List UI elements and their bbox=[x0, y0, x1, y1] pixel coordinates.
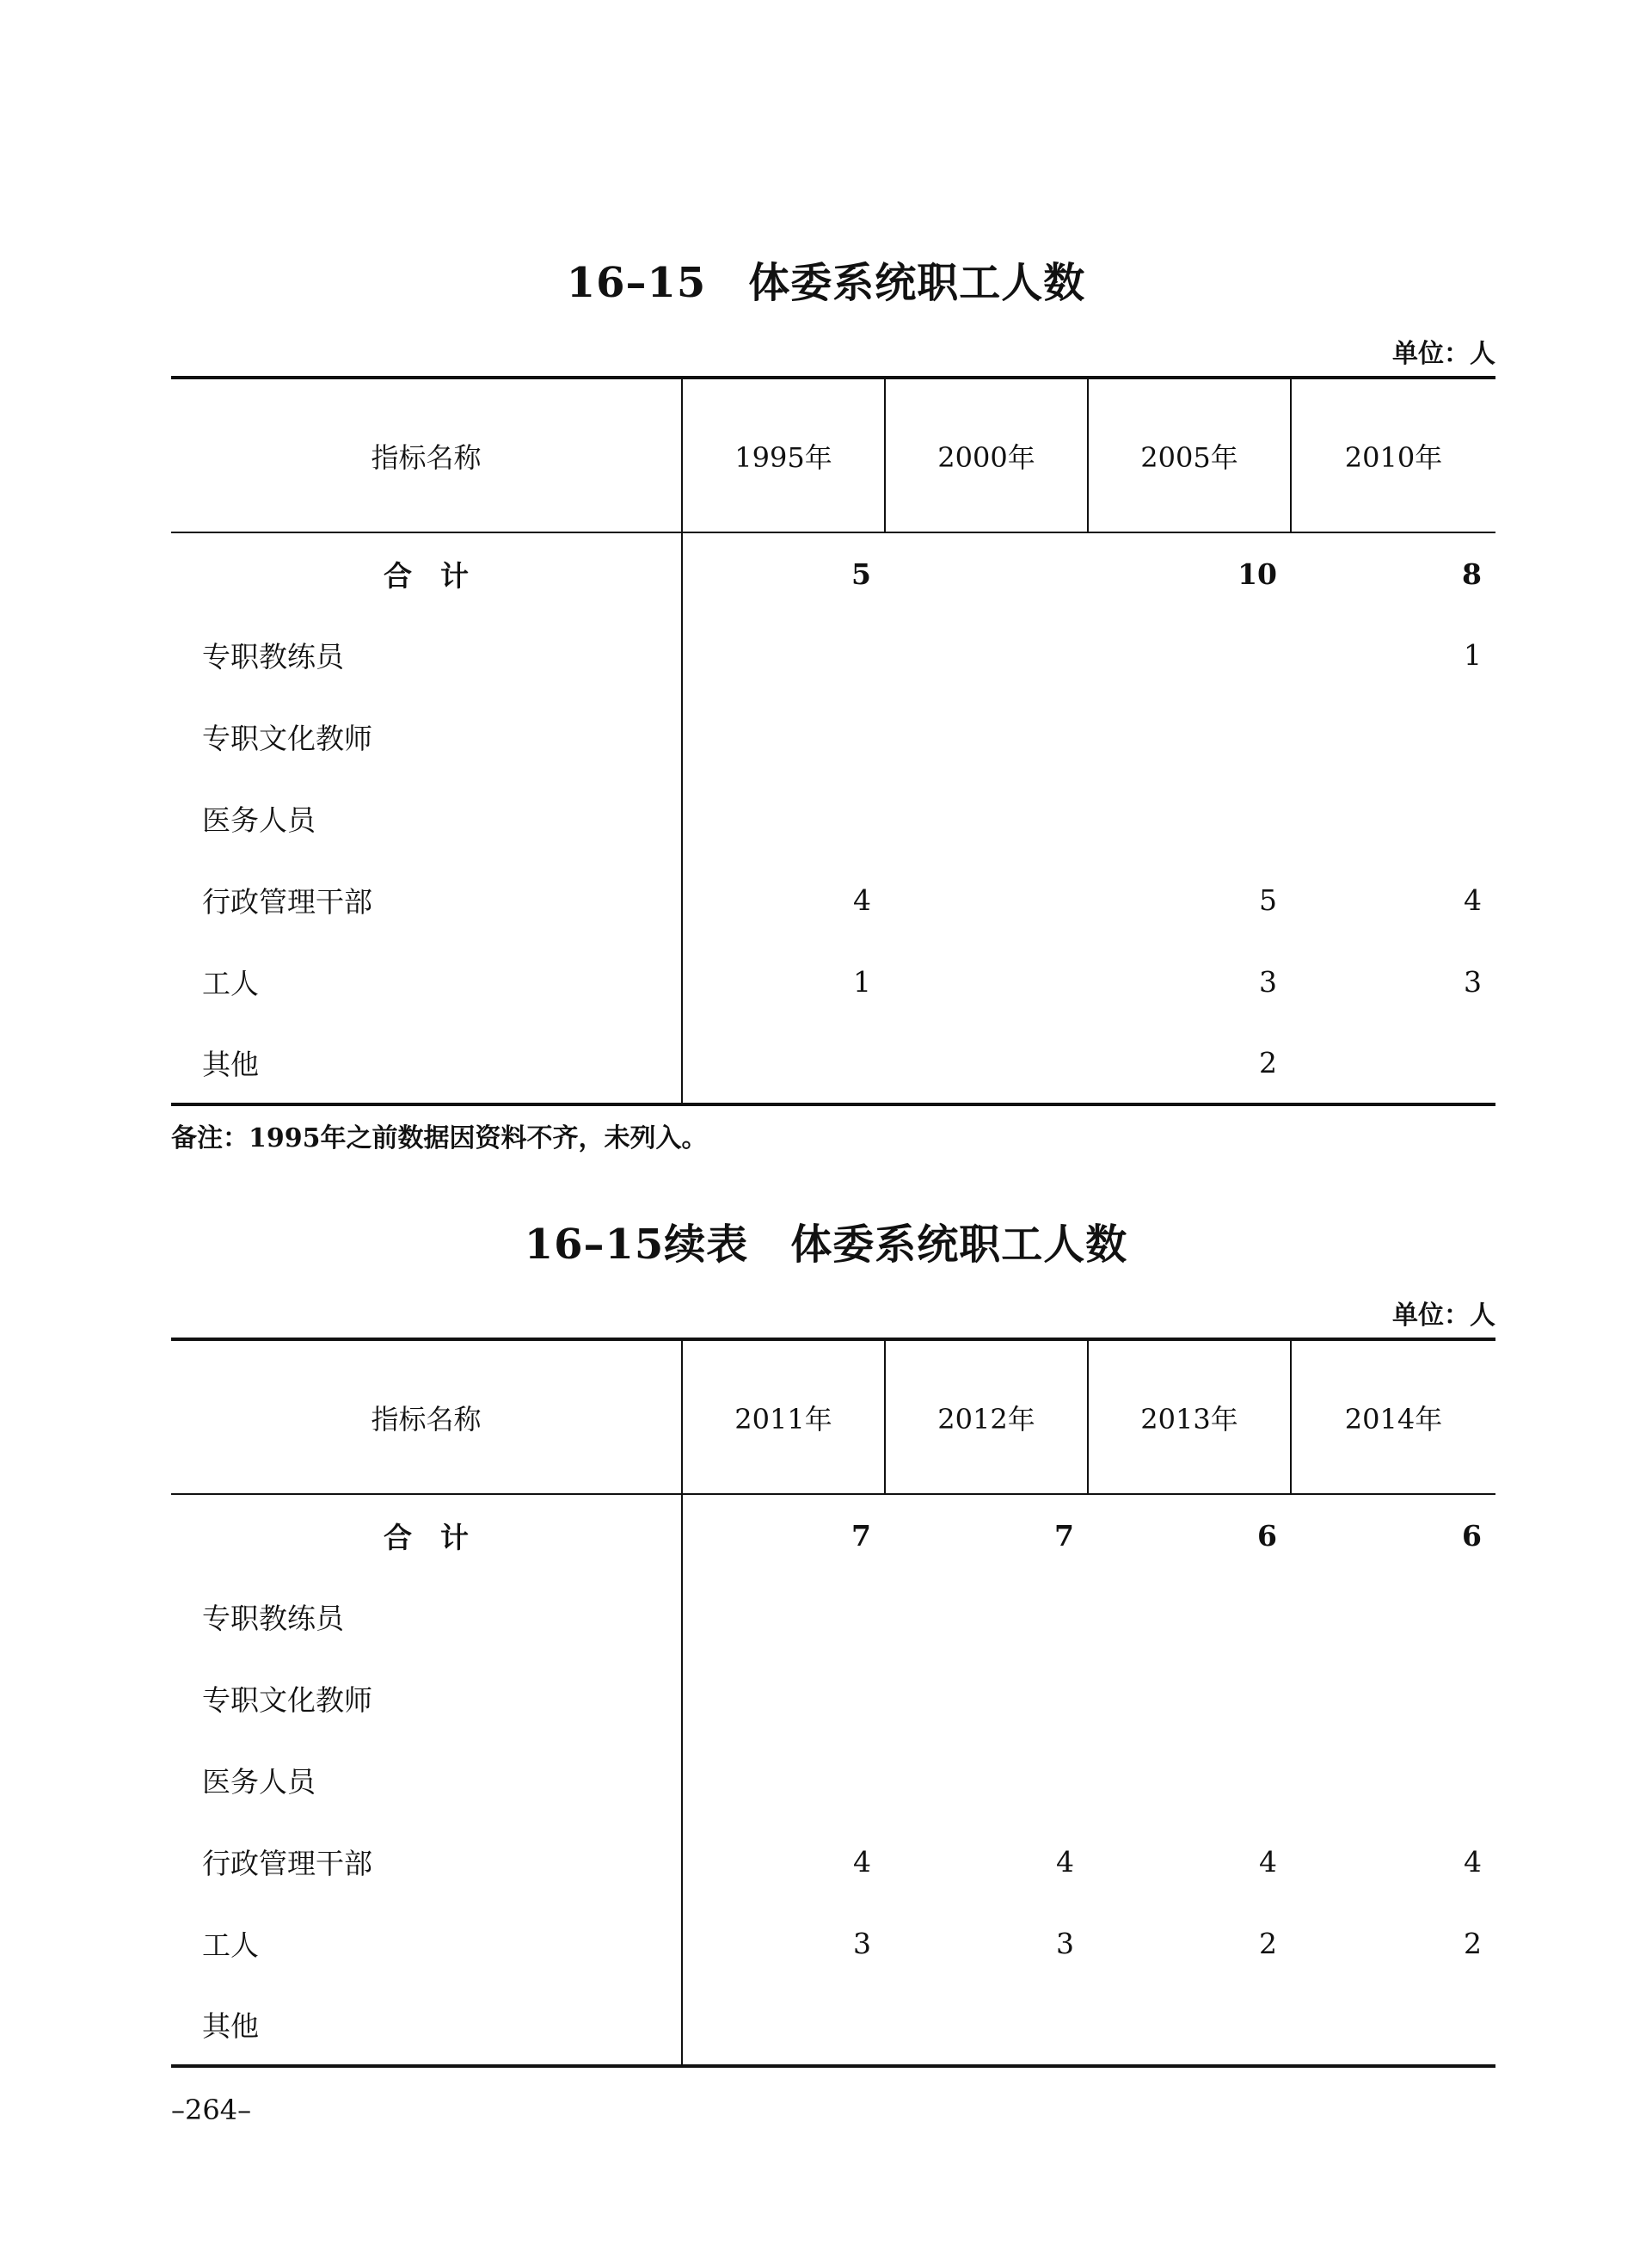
cell-value: 6 bbox=[1462, 1518, 1482, 1553]
table2-unit: 单位：人 bbox=[1392, 1301, 1495, 1331]
cell-value bbox=[885, 1984, 1088, 2066]
row-label: 工人 bbox=[171, 941, 682, 1023]
cell-value bbox=[885, 532, 1088, 614]
cell-value bbox=[885, 1023, 1088, 1104]
table2-header-indicator: 指标名称 bbox=[171, 1339, 682, 1494]
table-row bbox=[171, 1984, 1495, 2066]
cell-value: 5 bbox=[1259, 883, 1277, 917]
cell-value bbox=[1291, 1576, 1495, 1657]
cell-value: 4 bbox=[853, 883, 871, 917]
cell-value bbox=[682, 1657, 885, 1739]
table2-header-row bbox=[171, 1339, 1495, 1494]
cell-value bbox=[682, 696, 885, 778]
cell-value bbox=[1291, 778, 1495, 859]
cell-value: 7 bbox=[1054, 1518, 1074, 1553]
row-label: 专职教练员 bbox=[171, 1576, 682, 1657]
row-label: 工人 bbox=[171, 1903, 682, 1984]
table2-header-year: 2011年 bbox=[682, 1339, 885, 1494]
row-label: 合 计 bbox=[171, 1494, 682, 1576]
table2 bbox=[171, 1338, 1495, 2068]
cell-value bbox=[1291, 1739, 1495, 1821]
cell-value bbox=[682, 1984, 885, 2066]
cell-value: 5 bbox=[851, 557, 871, 591]
row-label: 专职教练员 bbox=[171, 614, 682, 696]
cell-value: 6 bbox=[1257, 1518, 1277, 1553]
cell-value bbox=[682, 1023, 885, 1104]
table1-header-year: 1995年 bbox=[682, 378, 885, 532]
table-row bbox=[171, 1494, 1495, 1576]
row-label: 专职文化教师 bbox=[171, 1657, 682, 1739]
cell-value bbox=[1088, 778, 1291, 859]
table1-header-year: 2010年 bbox=[1291, 378, 1495, 532]
row-label: 行政管理干部 bbox=[171, 1821, 682, 1903]
cell-value bbox=[1088, 1739, 1291, 1821]
table-row bbox=[171, 1739, 1495, 1821]
table1-note: 备注：1995年之前数据因资料不齐，未列入。 bbox=[171, 1123, 708, 1153]
table-row bbox=[171, 614, 1495, 696]
table-row bbox=[171, 778, 1495, 859]
table-row bbox=[171, 1657, 1495, 1739]
cell-value bbox=[1088, 696, 1291, 778]
cell-value bbox=[885, 696, 1088, 778]
cell-value: 4 bbox=[1056, 1845, 1074, 1879]
cell-value bbox=[1088, 1984, 1291, 2066]
table-row bbox=[171, 1821, 1495, 1903]
cell-value bbox=[1291, 1657, 1495, 1739]
cell-value bbox=[682, 1576, 885, 1657]
table2-title: 16–15续表 体委系统职工人数 bbox=[524, 1221, 1128, 1269]
cell-value bbox=[1088, 1657, 1291, 1739]
cell-value bbox=[885, 941, 1088, 1023]
row-label: 专职文化教师 bbox=[171, 696, 682, 778]
cell-value bbox=[1291, 1023, 1495, 1104]
table1-unit: 单位：人 bbox=[1392, 339, 1495, 369]
cell-value bbox=[885, 778, 1088, 859]
table2-header-year: 2013年 bbox=[1088, 1339, 1291, 1494]
cell-value: 4 bbox=[1464, 1845, 1482, 1879]
cell-value bbox=[1291, 1984, 1495, 2066]
cell-value bbox=[1088, 1576, 1291, 1657]
table-row bbox=[171, 1903, 1495, 1984]
table1-header-indicator: 指标名称 bbox=[171, 378, 682, 532]
cell-value: 2 bbox=[1464, 1927, 1482, 1960]
table1-header-row bbox=[171, 378, 1495, 532]
page-number: –264– bbox=[171, 2094, 252, 2126]
cell-value: 8 bbox=[1462, 557, 1482, 591]
cell-value bbox=[885, 1576, 1088, 1657]
cell-value: 2 bbox=[1259, 1927, 1277, 1960]
table-row bbox=[171, 532, 1495, 614]
row-label: 合 计 bbox=[171, 532, 682, 614]
row-label: 其他 bbox=[171, 1023, 682, 1104]
table1-title: 16–15 体委系统职工人数 bbox=[566, 259, 1086, 307]
table-row bbox=[171, 859, 1495, 941]
table1-header-year: 2000年 bbox=[885, 378, 1088, 532]
cell-value bbox=[1291, 696, 1495, 778]
table-row bbox=[171, 1023, 1495, 1104]
cell-value: 2 bbox=[1088, 1023, 1291, 1104]
row-label: 其他 bbox=[171, 1984, 682, 2066]
cell-value bbox=[682, 778, 885, 859]
cell-value: 4 bbox=[1259, 1845, 1277, 1879]
cell-value: 3 bbox=[853, 1927, 871, 1960]
cell-value bbox=[682, 1739, 885, 1821]
cell-value bbox=[682, 614, 885, 696]
cell-value bbox=[885, 614, 1088, 696]
table-row bbox=[171, 1576, 1495, 1657]
table1 bbox=[171, 376, 1495, 1106]
cell-value: 3 bbox=[1259, 965, 1277, 999]
row-label: 医务人员 bbox=[171, 778, 682, 859]
cell-value: 3 bbox=[1464, 965, 1482, 999]
cell-value: 10 bbox=[1237, 557, 1277, 591]
cell-value: 3 bbox=[1056, 1927, 1074, 1960]
table-row bbox=[171, 941, 1495, 1023]
cell-value bbox=[885, 859, 1088, 941]
table2-header-year: 2014年 bbox=[1291, 1339, 1495, 1494]
cell-value bbox=[885, 1739, 1088, 1821]
cell-value bbox=[885, 1657, 1088, 1739]
row-label: 医务人员 bbox=[171, 1739, 682, 1821]
row-label: 行政管理干部 bbox=[171, 859, 682, 941]
cell-value: 4 bbox=[853, 1845, 871, 1879]
cell-value: 7 bbox=[851, 1518, 871, 1553]
table2-header-year: 2012年 bbox=[885, 1339, 1088, 1494]
table1-header-year: 2005年 bbox=[1088, 378, 1291, 532]
cell-value: 4 bbox=[1464, 883, 1482, 917]
cell-value: 1 bbox=[1464, 638, 1482, 672]
table-row bbox=[171, 696, 1495, 778]
cell-value: 1 bbox=[853, 965, 871, 999]
cell-value bbox=[1088, 614, 1291, 696]
